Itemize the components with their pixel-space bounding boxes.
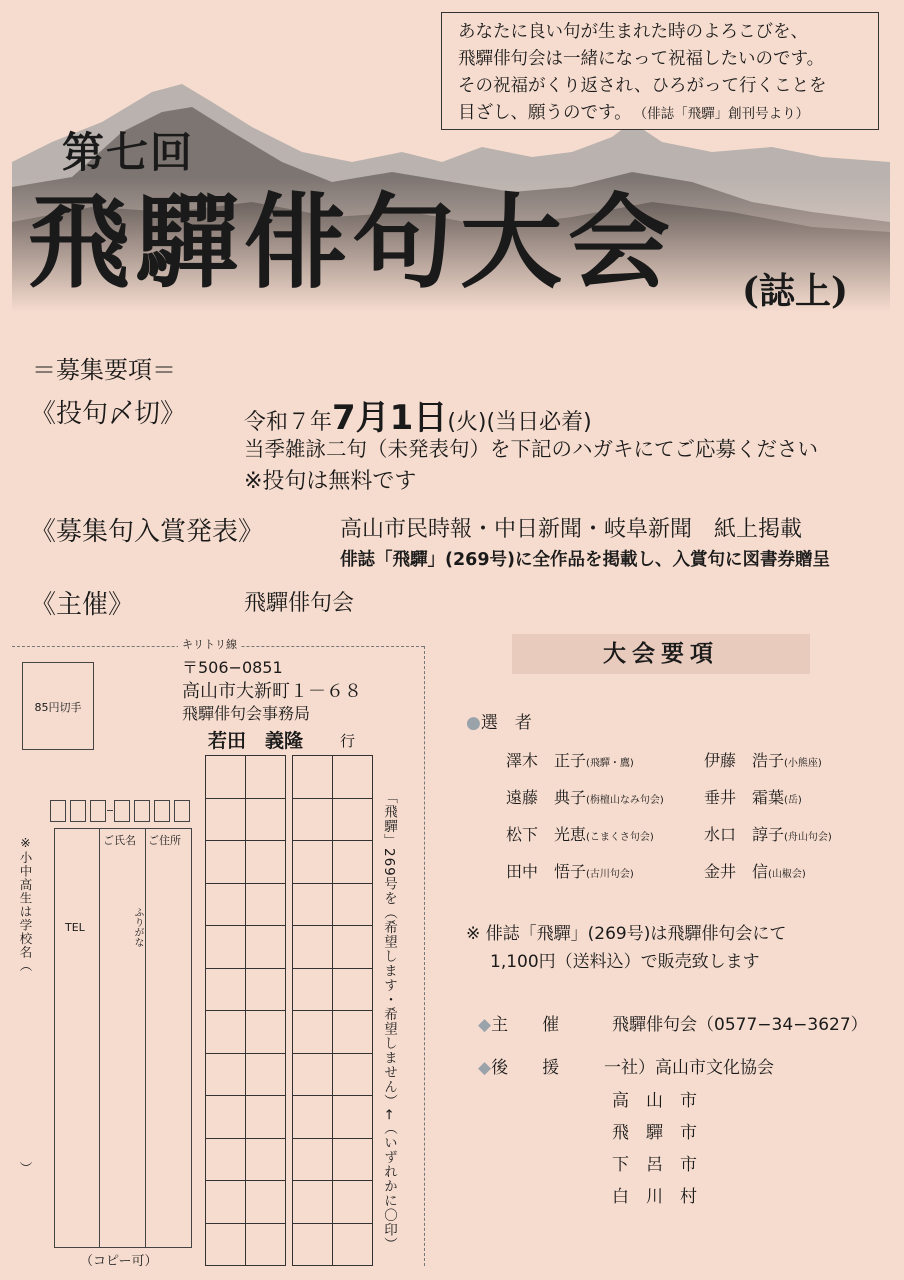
cut-label: キリトリ線 <box>178 636 241 652</box>
selector-group: (栴檀山なみ句会) <box>586 795 664 806</box>
haiku-grid-cell[interactable] <box>205 840 246 884</box>
diamond-icon: ◆ <box>478 1058 492 1078</box>
selector-item <box>704 822 832 845</box>
zip-digit-box[interactable] <box>154 800 170 822</box>
selector-item <box>506 785 664 808</box>
haiku-grid-cell[interactable] <box>245 968 286 1012</box>
sale-note: ※ 俳誌「飛驒」(269号)は飛驒俳句会にて <box>466 924 787 944</box>
recipient-name: 若田 義隆 <box>208 730 304 752</box>
haiku-grid-cell[interactable] <box>292 968 333 1012</box>
haiku-grid-cell[interactable] <box>292 883 333 927</box>
haiku-grid-cell[interactable] <box>292 1010 333 1054</box>
haiku-grid-cell[interactable] <box>205 798 246 842</box>
address: 高山市大新町１－６８ <box>182 681 362 702</box>
selector-group: (古川句会) <box>586 869 634 880</box>
selector-name: 金井 信 <box>704 862 769 881</box>
selector-item <box>704 748 822 771</box>
form-divider <box>145 829 146 1247</box>
haiku-grid-cell[interactable] <box>292 840 333 884</box>
supporter-item: 高 山 市 <box>612 1091 697 1111</box>
selector-group: (舟山句会) <box>784 832 832 843</box>
free-entry-note: ※投句は無料です <box>244 469 417 494</box>
selectors-label: 選 者 <box>480 713 532 733</box>
event-details-heading: 大会要項 <box>512 634 810 674</box>
selector-group: (山椒会) <box>768 869 806 880</box>
quote-line <box>458 100 868 128</box>
cut-line-vertical <box>424 646 425 1266</box>
haiku-grid-cell[interactable] <box>332 798 373 842</box>
selector-name: 澤木 正子 <box>506 751 587 770</box>
supporter-item: 一社）高山市文化協会 <box>604 1058 774 1078</box>
zip-code: 〒506−0851 <box>182 658 283 677</box>
selector-group: (小熊座) <box>784 758 822 769</box>
haiku-grid-cell[interactable] <box>205 968 246 1012</box>
sale-price-note: 1,100円（送料込）で販売致します <box>490 952 760 972</box>
selector-name: 垂井 霜葉 <box>704 788 785 807</box>
selector-group: (飛驒・鷹) <box>586 758 634 769</box>
haiku-grid-cell[interactable] <box>205 883 246 927</box>
haiku-grid-cell[interactable] <box>245 1095 286 1139</box>
office-name: 飛驒俳句会事務局 <box>182 704 311 723</box>
selector-name: 水口 諄子 <box>704 825 785 844</box>
tel-label: TEL <box>65 921 85 934</box>
info-host-row <box>478 1010 559 1035</box>
selector-group: (こまくさ句会) <box>586 832 654 843</box>
host-text: 飛驒俳句会 <box>244 591 355 616</box>
haiku-grid-cell[interactable] <box>245 1138 286 1182</box>
diamond-icon: ◆ <box>478 1015 492 1035</box>
selector-item <box>506 748 634 771</box>
supporter-item: 下 呂 市 <box>612 1155 697 1175</box>
haiku-grid-cell[interactable] <box>245 798 286 842</box>
sender-form <box>54 828 192 1248</box>
supporter-item: 飛 驒 市 <box>612 1123 697 1143</box>
haiku-grid-cell[interactable] <box>292 1223 333 1267</box>
haiku-grid-cell[interactable] <box>332 883 373 927</box>
quote-line-text: 目ざし、願うのです。 <box>458 103 623 123</box>
haiku-grid-cell[interactable] <box>205 1053 246 1097</box>
haiku-grid-cell[interactable] <box>205 1223 246 1267</box>
haiku-grid-cell[interactable] <box>332 1180 373 1224</box>
haiku-grid-cell[interactable] <box>292 925 333 969</box>
quote-line: 飛驒俳句会は一緒になって祝福したいのです。 <box>458 49 825 69</box>
deadline-prefix: 令和７年 <box>244 410 333 435</box>
quote-line: その祝福がくり返され、ひろがって行くことを <box>458 76 827 96</box>
haiku-grid-cell[interactable] <box>332 1053 373 1097</box>
zip-digit-box[interactable] <box>134 800 150 822</box>
haiku-grid-cell[interactable] <box>292 1095 333 1139</box>
form-divider <box>99 829 100 1247</box>
page-subtitle: (誌上) <box>742 270 849 312</box>
info-host-value: 飛驒俳句会（0577−34−3627） <box>612 1015 868 1035</box>
deadline-suffix: (火)(当日必着) <box>447 410 592 435</box>
address-label: ご住所 <box>148 834 181 847</box>
quote-line: あなたに良い句が生まれた時のよろこびを、 <box>458 22 808 42</box>
selector-name: 田中 悟子 <box>506 862 587 881</box>
supporter-item: 白 川 村 <box>612 1187 697 1207</box>
selector-name: 伊藤 浩子 <box>704 751 785 770</box>
haiku-grid-cell[interactable] <box>332 1223 373 1267</box>
haiku-grid-cell[interactable] <box>332 840 373 884</box>
haiku-grid-cell[interactable] <box>245 755 286 799</box>
quote-source: （俳誌「飛驒」創刊号より） <box>640 106 810 122</box>
announce-text: 高山市民時報・中日新聞・岐阜新聞 紙上掲載 <box>340 517 803 542</box>
haiku-grid-cell[interactable] <box>245 925 286 969</box>
selector-name: 松下 光恵 <box>506 825 587 844</box>
zip-digit-box[interactable] <box>70 800 86 822</box>
info-support-label: 後 援 <box>491 1058 560 1078</box>
haiku-grid-cell[interactable] <box>205 755 246 799</box>
page-title: 飛驒俳句大会 <box>28 183 676 303</box>
haiku-grid-cell[interactable] <box>205 1095 246 1139</box>
announce-label: 《募集句入賞発表》 <box>30 517 265 547</box>
haiku-grid-cell[interactable] <box>292 1053 333 1097</box>
host-label: 《主催》 <box>30 590 135 620</box>
stamp-box: 85円切手 <box>22 662 94 750</box>
haiku-grid-cell[interactable] <box>245 1053 286 1097</box>
zip-digit-box[interactable] <box>90 800 106 822</box>
haiku-grid-cell[interactable] <box>332 925 373 969</box>
haiku-grid-cell[interactable] <box>205 1138 246 1182</box>
event-ordinal: 第七回 <box>62 128 195 177</box>
info-host-label: 主 催 <box>491 1015 560 1035</box>
selectors-heading <box>466 708 532 733</box>
recipient-suffix: 行 <box>340 732 356 750</box>
haiku-entry-grid-2[interactable] <box>292 755 372 1265</box>
copy-allowed-note: （コピー可） <box>80 1254 158 1269</box>
haiku-grid-cell[interactable] <box>332 1010 373 1054</box>
selector-group: (岳) <box>784 795 802 806</box>
recruit-heading: ＝募集要項＝ <box>32 356 176 384</box>
haiku-grid-cell[interactable] <box>205 925 246 969</box>
haiku-grid-cell[interactable] <box>332 755 373 799</box>
info-support-row <box>478 1053 559 1078</box>
announce-detail: 俳誌「飛驒」(269号)に全作品を掲載し、入賞句に図書券贈呈 <box>340 550 831 570</box>
zip-dash <box>107 810 113 811</box>
haiku-grid-cell[interactable] <box>292 1138 333 1182</box>
haiku-grid-cell[interactable] <box>292 1180 333 1224</box>
zip-digit-box[interactable] <box>174 800 190 822</box>
haiku-grid-cell[interactable] <box>245 840 286 884</box>
haiku-grid-cell[interactable] <box>332 1095 373 1139</box>
haiku-entry-grid-1[interactable] <box>205 755 285 1265</box>
zip-digit-box[interactable] <box>50 800 66 822</box>
haiku-grid-cell[interactable] <box>245 1180 286 1224</box>
haiku-grid-cell[interactable] <box>245 1223 286 1267</box>
haiku-grid-cell[interactable] <box>245 883 286 927</box>
name-label: ご氏名 <box>103 834 136 847</box>
haiku-grid-cell[interactable] <box>245 1010 286 1054</box>
quote-box <box>441 12 879 130</box>
selector-item <box>704 785 802 808</box>
bullet-icon: ● <box>466 713 481 733</box>
haiku-grid-cell[interactable] <box>205 1010 246 1054</box>
selector-name: 遠藤 典子 <box>506 788 587 807</box>
deadline-date: 7月1日 <box>332 398 448 438</box>
school-name-note: ※小中高生は学校名（ ） <box>18 835 33 1175</box>
haiku-grid-cell[interactable] <box>292 798 333 842</box>
haiku-grid-cell[interactable] <box>292 755 333 799</box>
magazine-request-note: 「飛驒」269号を（希望します・希望しません）←（いずれかに〇印） <box>381 790 397 1252</box>
deadline-label: 《投句〆切》 <box>30 399 187 429</box>
haiku-grid-cell[interactable] <box>332 968 373 1012</box>
furigana-label: ふりがな <box>132 907 143 947</box>
selector-item <box>506 822 654 845</box>
deadline-note: 当季雑詠二句（未発表句）を下記のハガキにてご応募ください <box>244 437 818 461</box>
haiku-grid-cell[interactable] <box>332 1138 373 1182</box>
haiku-grid-cell[interactable] <box>205 1180 246 1224</box>
selector-item <box>704 859 806 882</box>
zip-digit-box[interactable] <box>114 800 130 822</box>
selector-item <box>506 859 634 882</box>
